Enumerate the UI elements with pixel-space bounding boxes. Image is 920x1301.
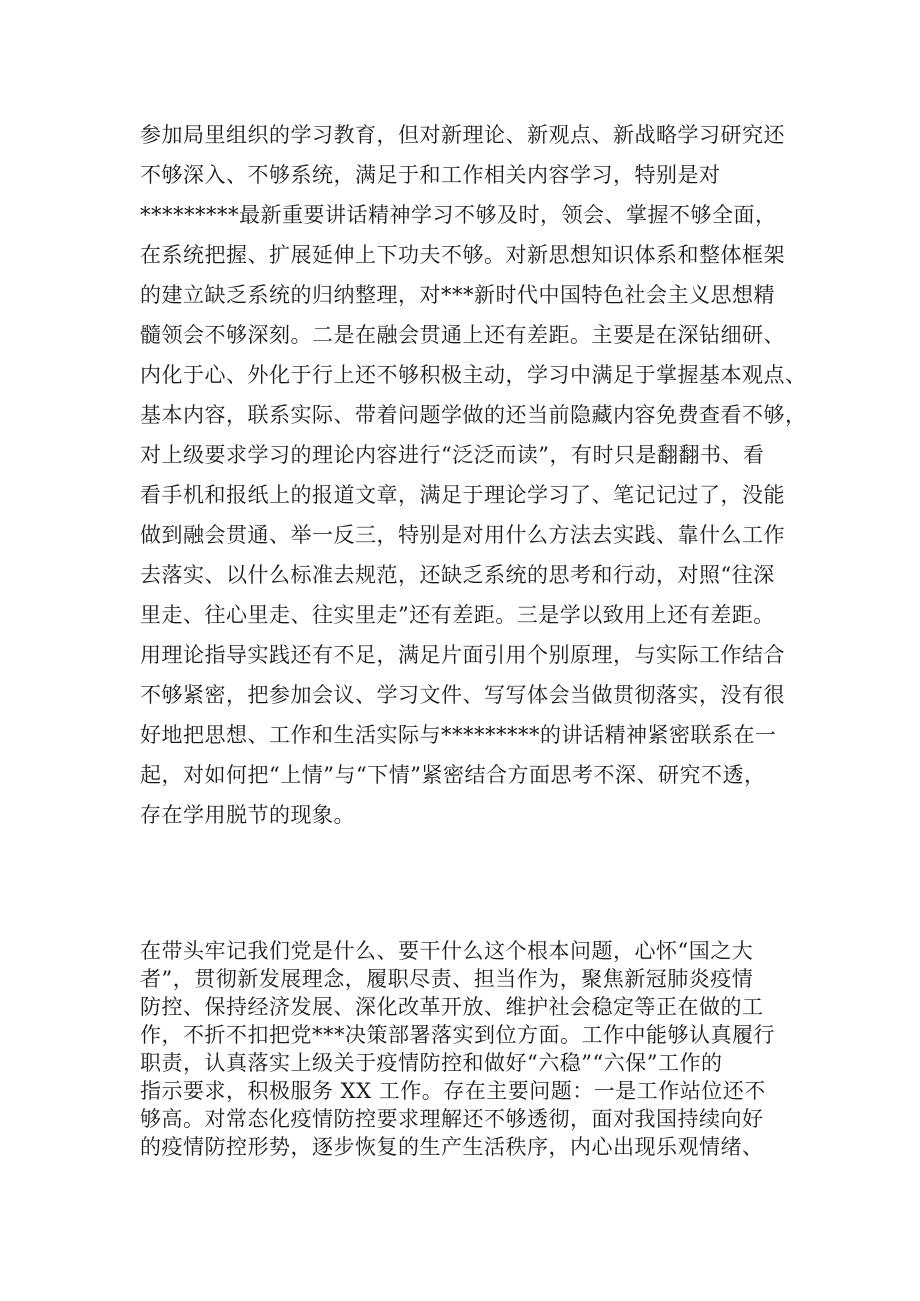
text-line: 做到融会贯通、举一反三，特别是对用什么方法去实践、靠什么工作 [140,523,785,547]
text-line: 起，对如何把“上情”与“下情”紧密结合方面思考不深、研究不透， [140,763,766,787]
text-line: 防控、保持经济发展、深化改革开放、维护社会稳定等正在做的工 [140,995,764,1019]
paragraph-political-stance [140,937,775,1161]
text-line: 的建立缺乏系统的归纳整理，对***新时代中国特色社会主义思想精 [140,283,775,307]
text-line: 髓领会不够深刻。二是在融会贯通上还有差距。主要是在深钻细研、 [140,323,785,347]
text-line: 指示要求，积极服务 XX 工作。存在主要问题：一是工作站位还不 [140,1079,766,1103]
text-line: 里走、往心里走、往实里走”还有差距。三是学以致用上还有差距。 [140,603,775,627]
paragraph-learning-shortcomings [140,115,807,835]
text-line: 对上级要求学习的理论内容进行“泛泛而读”，有时只是翻翻书、看 [140,443,765,467]
text-line: 职责，认真落实上级关于疫情防控和做好“六稳”“六保”工作的 [140,1051,723,1075]
text-line: 内化于心、外化于行上还不够积极主动，学习中满足于掌握基本观点、 [140,363,807,387]
text-line: 去落实、以什么标准去规范，还缺乏系统的思考和行动，对照“往深 [140,563,775,587]
text-line: 好地把思想、工作和生活实际与*********的讲话精神紧密联系在一 [140,723,777,747]
text-line: 用理论指导实践还有不足，满足片面引用个别原理，与实际工作结合 [140,643,785,667]
text-line: 看手机和报纸上的报道文章，满足于理论学习了、笔记记过了，没能 [140,483,785,507]
text-line: 的疫情防控形势，逐步恢复的生产生活秩序，内心出现乐观情绪、 [140,1135,764,1159]
text-line: 不够深入、不够系统，满足于和工作相关内容学习，特别是对 [140,163,721,187]
text-line: 者”，贯彻新发展理念，履职尽责、担当作为，聚焦新冠肺炎疫情 [140,967,754,991]
text-line: 在系统把握、扩展延伸上下功夫不够。对新思想知识体系和整体框架 [140,243,785,267]
text-line: *********最新重要讲话精神学习不够及时，领会、掌握不够全面， [140,203,777,227]
text-line: 够高。对常态化疫情防控要求理解还不够透彻，面对我国持续向好 [140,1107,764,1131]
text-line: 存在学用脱节的现象。 [140,803,355,827]
text-line: 不够紧密，把参加会议、学习文件、写写体会当做贯彻落实，没有很 [140,683,785,707]
text-line: 在带头牢记我们党是什么、要干什么这个根本问题，心怀“国之大 [140,939,754,963]
text-line: 参加局里组织的学习教育，但对新理论、新观点、新战略学习研究还 [140,123,785,147]
text-line: 基本内容，联系实际、带着问题学做的还当前隐藏内容免费查看不够， [140,403,807,427]
text-line: 作，不折不扣把党***决策部署落实到位方面。工作中能够认真履行 [140,1023,775,1047]
